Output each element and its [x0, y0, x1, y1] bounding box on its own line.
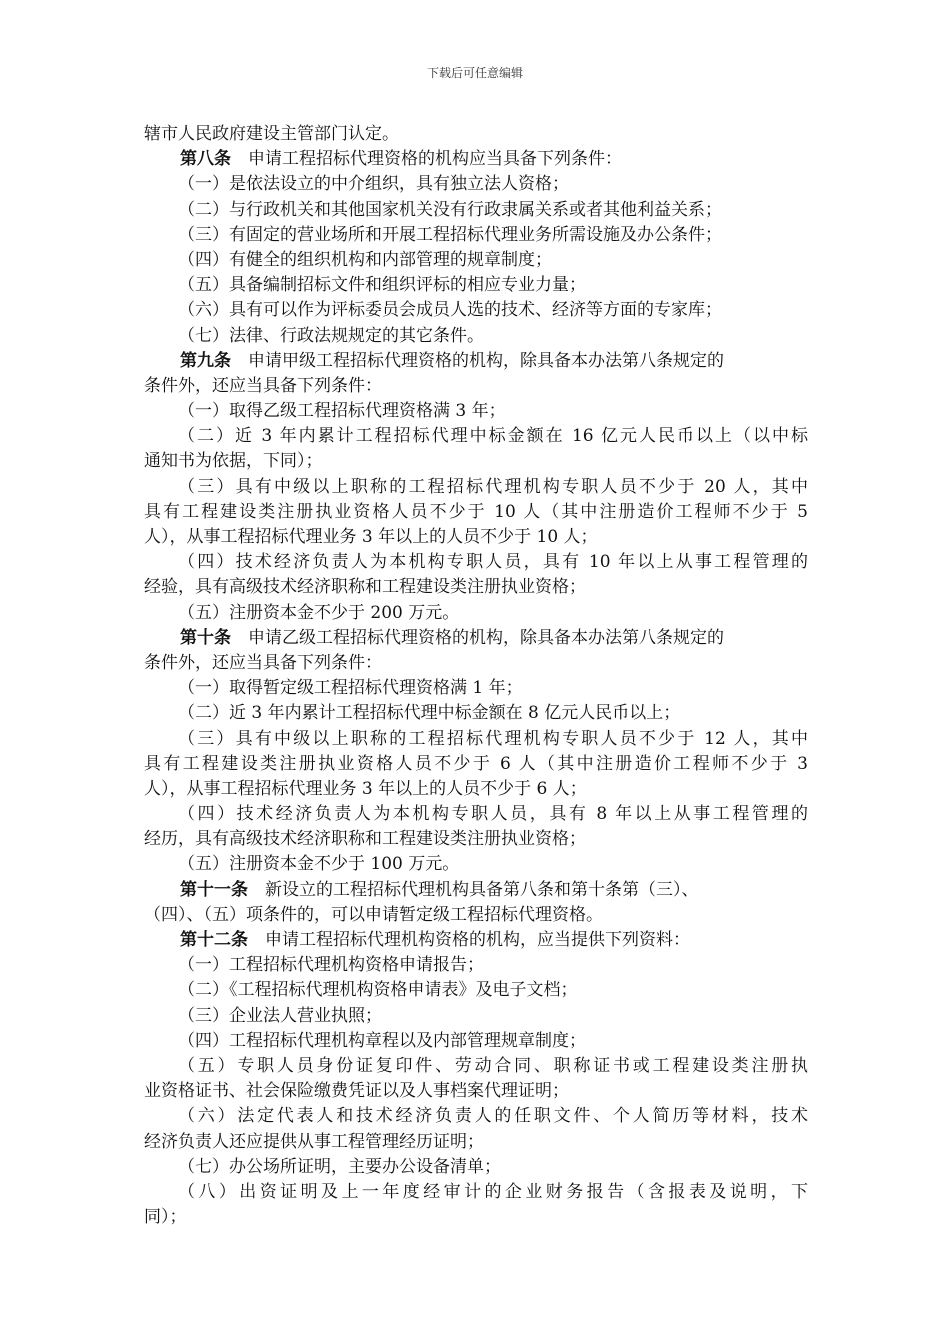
text-line: 经历，具有高级技术经济职称和工程建设类注册执业资格；	[144, 829, 586, 850]
article-heading: 第九条	[180, 350, 231, 371]
text-line: （五）具备编制招标文件和组织评标的相应专业力量；	[178, 275, 586, 296]
article-9	[144, 349, 808, 374]
text-line: 通知书为依据，下同）；	[144, 451, 323, 472]
page-header-note: 下载后可任意编辑	[426, 66, 523, 80]
text-line: （三）具有中级以上职称的工程招标代理机构专职人员不少于 20 人，其中	[178, 476, 808, 497]
text-line: 经验，具有高级技术经济职称和工程建设类注册执业资格；	[144, 577, 586, 598]
text-line: 具有工程建设类注册执业资格人员不少于 6 人（其中注册造价工程师不少于 3	[144, 753, 808, 774]
text-line: （四）、（五）项条件的，可以申请暂定级工程招标代理资格。	[144, 904, 603, 925]
text-line: （七）办公场所证明，主要办公设备清单；	[178, 1156, 501, 1177]
text-line: 条件外，还应当具备下列条件：	[144, 652, 382, 673]
text-line: 人），从事工程招标代理业务 3 年以上的人员不少于 6 人；	[144, 778, 587, 799]
article-text: 申请乙级工程招标代理资格的机构，除具备本办法第八条规定的	[248, 627, 724, 648]
text-line: （四）技术经济负责人为本机构专职人员，具有 10 年以上从事工程管理的	[178, 552, 808, 573]
text-line: （二）近 3 年内累计工程招标代理中标金额在 16 亿元人民币以上（以中标	[178, 426, 808, 447]
text-line: （四）工程招标代理机构章程以及内部管理规章制度；	[178, 1030, 586, 1051]
text-line: （八）出资证明及上一年度经审计的企业财务报告（含报表及说明，下	[178, 1181, 808, 1202]
text-line: （一）取得乙级工程招标代理资格满 3 年；	[178, 401, 506, 422]
article-text: 申请工程招标代理机构资格的机构，应当提供下列资料：	[265, 930, 690, 950]
article-text: 申请工程招标代理资格的机构应当具备下列条件：	[248, 149, 622, 170]
text-line: 具有工程建设类注册执业资格人员不少于 10 人（其中注册造价工程师不少于 5	[144, 501, 808, 522]
text-line: 业资格证书、社会保险缴费凭证以及人事档案代理证明；	[144, 1081, 569, 1102]
text-line: （七）法律、行政法规规定的其它条件。	[178, 325, 484, 346]
text-line: （一）工程招标代理机构资格申请报告；	[178, 955, 484, 976]
text-line: （五）注册资本金不少于 100 万元。	[178, 854, 460, 875]
article-heading: 第十二条	[180, 930, 248, 950]
article-12	[144, 928, 808, 953]
text-line: （二）与行政机关和其他国家机关没有行政隶属关系或者其他利益关系；	[178, 199, 722, 220]
document-body	[144, 122, 808, 1230]
text-line: （六）具有可以作为评标委员会成员人选的技术、经济等方面的专家库；	[178, 300, 722, 321]
text-line: （二）《工程招标代理机构资格申请表》及电子文档；	[178, 980, 578, 1001]
text-line: （三）具有中级以上职称的工程招标代理机构专职人员不少于 12 人，其中	[178, 728, 808, 749]
text-line: （五）注册资本金不少于 200 万元。	[178, 602, 460, 623]
text-line: （二）近 3 年内累计工程招标代理中标金额在 8 亿元人民币以上；	[178, 703, 681, 724]
article-heading: 第十条	[180, 627, 231, 648]
text-line: 条件外，还应当具备下列条件：	[144, 375, 382, 396]
text-line: （三）企业法人营业执照；	[178, 1005, 382, 1026]
article-11	[144, 878, 808, 903]
text-line: （四）有健全的组织机构和内部管理的规章制度；	[178, 249, 552, 270]
text-line: 经济负责人还应提供从事工程管理经历证明；	[144, 1131, 484, 1152]
text-line: 同）；	[144, 1207, 187, 1228]
text-line: （四）技术经济负责人为本机构专职人员，具有 8 年以上从事工程管理的	[178, 804, 808, 825]
article-heading: 第十一条	[180, 879, 248, 900]
text-line: 人），从事工程招标代理业务 3 年以上的人员不少于 10 人；	[144, 527, 598, 547]
text-line: （一）是依法设立的中介组织，具有独立法人资格；	[178, 174, 569, 195]
text-line: （一）取得暂定级工程招标代理资格满 1 年；	[178, 678, 523, 699]
article-text: 申请甲级工程招标代理资格的机构，除具备本办法第八条规定的	[248, 350, 724, 371]
text-line: （六）法定代表人和技术经济负责人的任职文件、个人简历等材料，技术	[178, 1106, 808, 1127]
article-heading: 第八条	[180, 149, 231, 170]
article-8	[144, 147, 808, 172]
text-line: （五）专职人员身份证复印件、劳动合同、职称证书或工程建设类注册执	[178, 1055, 808, 1076]
article-10	[144, 626, 808, 651]
article-text: 新设立的工程招标代理机构具备第八条和第十条第（三）、	[265, 879, 699, 900]
text-line: 辖市人民政府建设主管部门认定。	[144, 124, 399, 144]
text-line: （三）有固定的营业场所和开展工程招标代理业务所需设施及办公条件；	[178, 224, 722, 245]
